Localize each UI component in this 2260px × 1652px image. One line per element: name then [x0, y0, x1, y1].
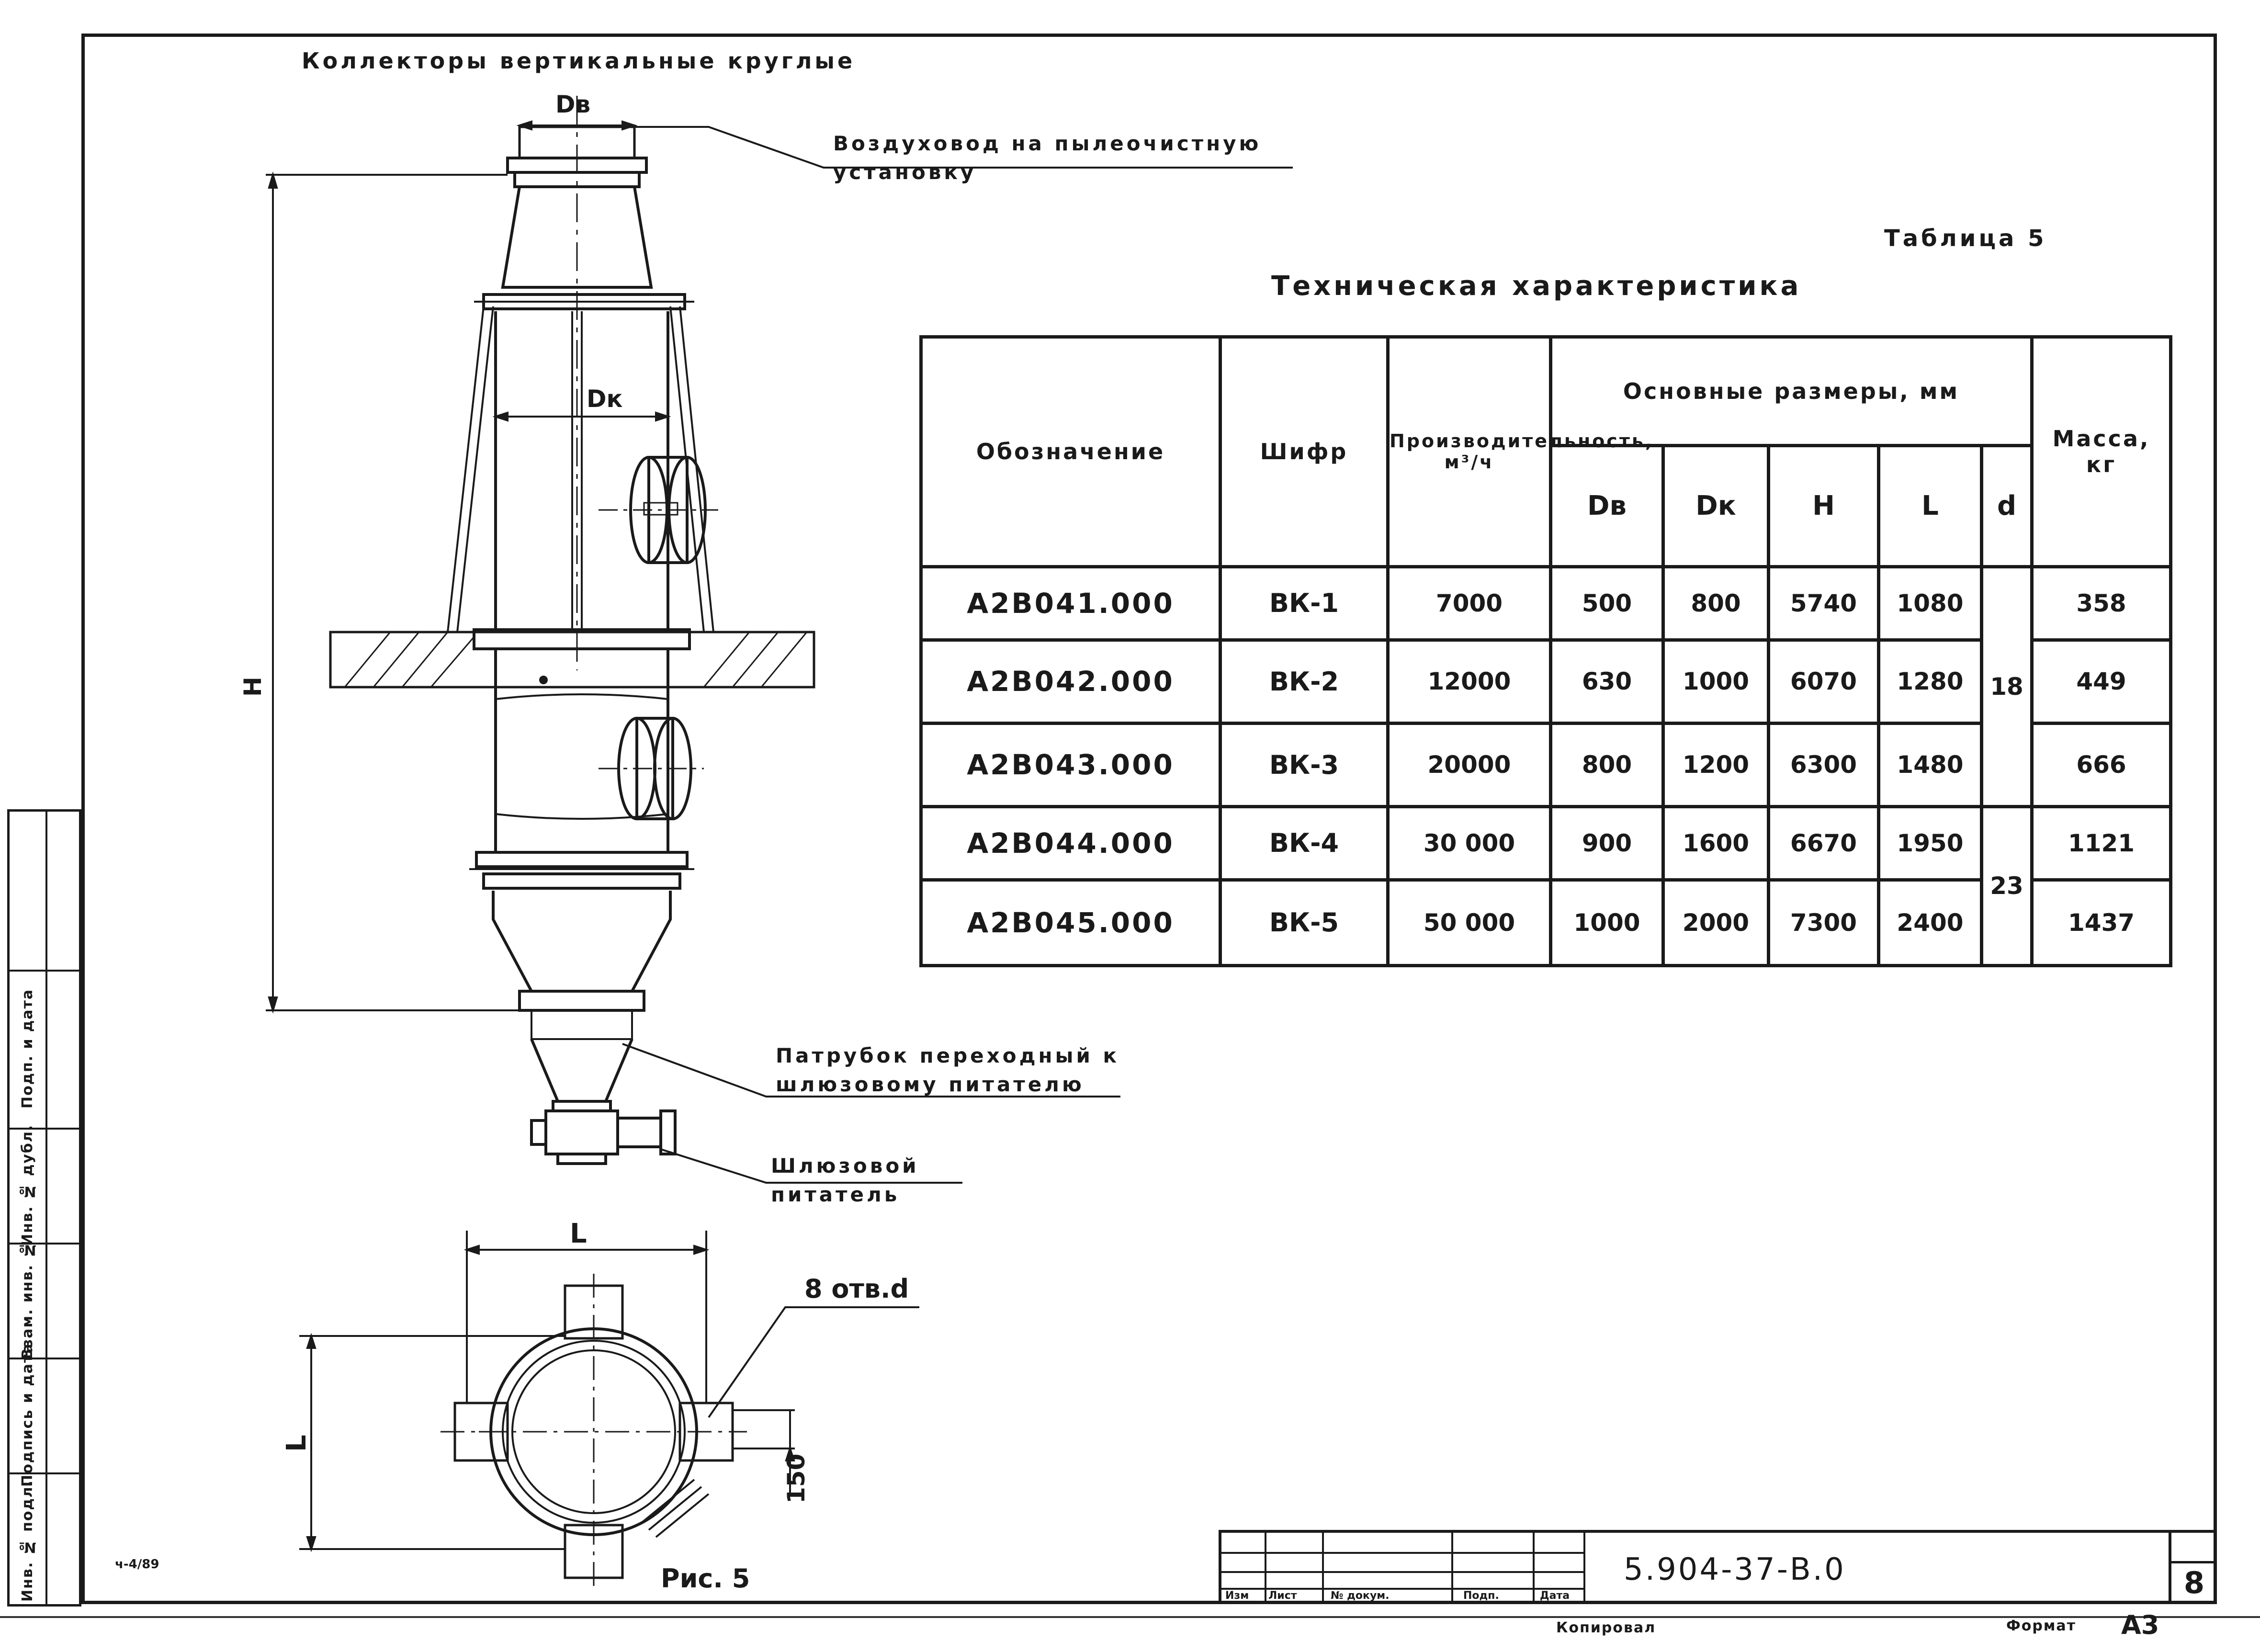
- col-header-main-dims: Основные размеры, мм: [1551, 337, 2032, 446]
- cell-mass: 1437: [2032, 880, 2171, 965]
- cell-designation: А2В044.000: [921, 806, 1220, 880]
- tb-grid-line: [1221, 1571, 1585, 1573]
- drawing-title: Коллекторы вертикальные круглые: [302, 48, 856, 74]
- tb-col-label: Подп.: [1463, 1590, 1499, 1602]
- inspection-hatch-lower: [599, 718, 704, 819]
- cell-designation: А2В045.000: [921, 880, 1220, 965]
- format-label: Формат: [2006, 1618, 2076, 1634]
- lower-cone: [493, 891, 670, 991]
- cell-code: ВК-2: [1220, 640, 1388, 723]
- col-header-db: Dв: [1551, 445, 1663, 566]
- cell-capacity: 50 000: [1388, 880, 1551, 965]
- cell-h: 6670: [1769, 806, 1879, 880]
- plan-l-dimension-top: [467, 1231, 706, 1403]
- cell-designation: А2В041.000: [921, 566, 1220, 640]
- format-value: А3: [2121, 1610, 2159, 1640]
- plan-l-dimension-side: [299, 1336, 565, 1549]
- transition-pipe: [531, 1039, 632, 1101]
- col-header-mass: Масса, кг: [2032, 337, 2171, 567]
- tb-grid-line: [1221, 1552, 1585, 1554]
- col-header-l: L: [1879, 445, 1982, 566]
- col-header-code: Шифр: [1220, 337, 1388, 567]
- side-stamp-label-dup-inv: Инв. № дубл.: [19, 1124, 36, 1246]
- tb-col-label: № докум.: [1331, 1590, 1390, 1602]
- cell-l: 1950: [1879, 806, 1982, 880]
- col-header-capacity: Производительность, м³/ч: [1388, 337, 1551, 567]
- cell-mass: 1121: [2032, 806, 2171, 880]
- archive-stamp-mark: ч-4/89: [115, 1557, 159, 1572]
- figure-caption: Рис. 5: [661, 1563, 750, 1594]
- cell-code: ВК-3: [1220, 723, 1388, 806]
- lower-flange-2: [484, 874, 680, 888]
- rotary-feeder: [531, 1111, 675, 1164]
- holes-leader: [709, 1307, 919, 1417]
- table-row: [921, 566, 2171, 640]
- holes-label: 8 отв.d: [804, 1274, 909, 1304]
- tb-col-label: Лист: [1268, 1590, 1297, 1602]
- tb-grid-line: [1583, 1533, 1585, 1604]
- copied-by-label: Копировал: [1556, 1619, 1656, 1636]
- cell-l: 1080: [1879, 566, 1982, 640]
- tb-grid-line: [1451, 1533, 1453, 1604]
- cell-l: 1480: [1879, 723, 1982, 806]
- cell-db: 500: [1551, 566, 1663, 640]
- cell-mass: 449: [2032, 640, 2171, 723]
- document-code: 5.904-37-В.0: [1624, 1552, 1846, 1587]
- cell-dk: 1000: [1663, 640, 1769, 723]
- cone-outlet-flange: [520, 991, 644, 1010]
- cell-capacity: 12000: [1388, 640, 1551, 723]
- cell-d-group-1: 18: [1982, 566, 2032, 806]
- cell-h: 6070: [1769, 640, 1879, 723]
- cell-dk: 1600: [1663, 806, 1769, 880]
- side-stamp-label-inv-orig: Инв. № подл.: [19, 1479, 36, 1602]
- h-label: H: [239, 677, 267, 697]
- col-header-d: d: [1982, 445, 2032, 566]
- h-dimension: [266, 175, 520, 1010]
- cell-dk: 2000: [1663, 880, 1769, 965]
- cell-code: ВК-4: [1220, 806, 1388, 880]
- lower-flange-1: [476, 852, 687, 867]
- side-stamp-label-sign-date-2: Подп. и дата: [19, 988, 36, 1109]
- cell-l: 1280: [1879, 640, 1982, 723]
- callout-rotary-feeder: Шлюзовой питатель: [771, 1154, 919, 1206]
- cell-db: 630: [1551, 640, 1663, 723]
- cell-dk: 800: [1663, 566, 1769, 640]
- cell-capacity: 30 000: [1388, 806, 1551, 880]
- table-label: Таблица 5: [1884, 225, 2047, 252]
- cell-mass: 666: [2032, 723, 2171, 806]
- table-row: [921, 806, 2171, 880]
- cell-dk: 1200: [1663, 723, 1769, 806]
- db-dimension: [520, 96, 634, 670]
- title-block: [1219, 1530, 2217, 1604]
- sheet-cell: [2169, 1533, 2217, 1604]
- title-block-grid: [1221, 1533, 1585, 1604]
- plan-l-side-label: L: [281, 1435, 312, 1452]
- lower-body: [496, 649, 668, 852]
- side-stamp-label-replace-inv: Взам. инв. №: [19, 1240, 36, 1360]
- dim-150-label: 150: [782, 1453, 810, 1504]
- db-label: Dв: [555, 91, 591, 118]
- cell-capacity: 20000: [1388, 723, 1551, 806]
- cell-designation: А2В043.000: [921, 723, 1220, 806]
- tb-col-label: Дата: [1540, 1590, 1570, 1602]
- plan-l-top-label: L: [570, 1218, 587, 1249]
- dk-label: Dк: [587, 385, 623, 413]
- cell-d-group-2: 23: [1982, 806, 2032, 965]
- cell-designation: А2В042.000: [921, 640, 1220, 723]
- side-stamp-label-sign-date: Подпись и дата: [19, 1343, 36, 1487]
- cell-l: 2400: [1879, 880, 1982, 965]
- cell-db: 1000: [1551, 880, 1663, 965]
- callout-air-duct: Воздуховод на пылеочистную установку: [833, 132, 1262, 184]
- col-header-designation: Обозначение: [921, 337, 1220, 567]
- tech-spec-table: [919, 335, 2172, 967]
- support-struts: [448, 306, 713, 632]
- cell-h: 7300: [1769, 880, 1879, 965]
- cell-db: 900: [1551, 806, 1663, 880]
- cell-db: 800: [1551, 723, 1663, 806]
- plan-view: [441, 1274, 795, 1590]
- tb-grid-line: [1322, 1533, 1324, 1604]
- main-body: [496, 311, 668, 632]
- cell-code: ВК-1: [1220, 566, 1388, 640]
- tb-grid-line: [1533, 1533, 1535, 1604]
- cell-h: 5740: [1769, 566, 1879, 640]
- cell-capacity: 7000: [1388, 566, 1551, 640]
- cell-mass: 358: [2032, 566, 2171, 640]
- sheet-number: 8: [2171, 1561, 2217, 1600]
- col-header-h: H: [1769, 445, 1879, 566]
- tb-grid-line: [1265, 1533, 1266, 1604]
- table-title: Техническая характеристика: [1271, 271, 1802, 302]
- col-header-dk: Dк: [1663, 445, 1769, 566]
- cell-code: ВК-5: [1220, 880, 1388, 965]
- floor-slab: [330, 632, 814, 687]
- tb-col-label: Изм: [1225, 1590, 1249, 1602]
- callout-transition-pipe: Патрубок переходный к шлюзовому питателю: [776, 1044, 1120, 1096]
- cell-h: 6300: [1769, 723, 1879, 806]
